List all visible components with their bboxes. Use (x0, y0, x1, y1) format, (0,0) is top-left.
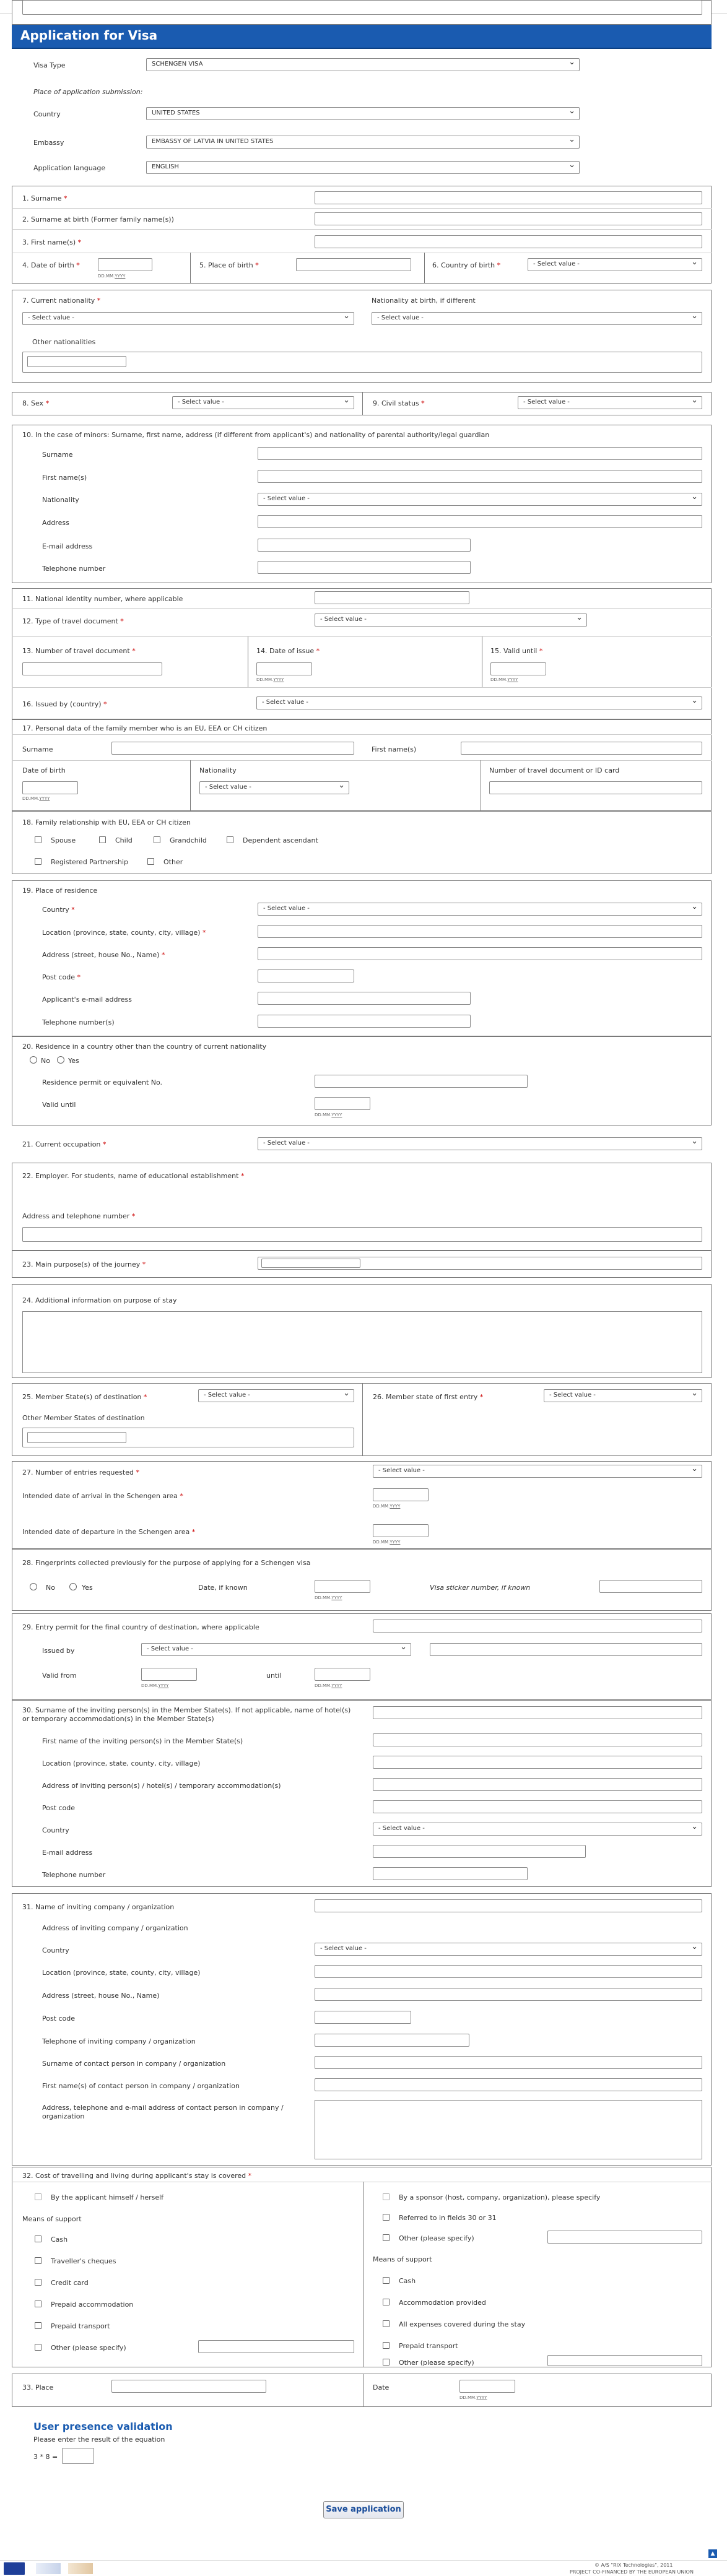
language-label: Application language (33, 164, 106, 172)
guardian-first-label: First name(s) (42, 474, 87, 482)
sex-select[interactable]: - Select value - ⌄ (172, 396, 354, 409)
permit-input[interactable] (315, 1075, 528, 1088)
eu-dob-input[interactable] (22, 781, 78, 794)
fingerprints-date-hint: DD.MM.YYYY (315, 1595, 342, 1600)
sponsor-other-label: Other (please specify) (399, 2234, 474, 2242)
spouse-label: Spouse (51, 836, 76, 844)
eu-dob-label: Date of birth (22, 766, 66, 774)
sign-place-label: 33. Place (22, 2383, 54, 2392)
company-country-label: Country (42, 1946, 69, 1954)
doc-type-label: 12. Type of travel document * (22, 617, 124, 625)
captcha-input[interactable] (62, 2448, 94, 2464)
dependent-label: Dependent ascendant (243, 836, 318, 844)
issue-date-label: 14. Date of issue * (256, 647, 320, 655)
permit-label: Residence permit or equivalent No. (42, 1078, 163, 1086)
permit-until-label: until (266, 1672, 282, 1680)
fingerprints-date-input[interactable] (315, 1580, 370, 1593)
visa-form (12, 22, 712, 49)
eu-first-input[interactable] (461, 742, 702, 755)
res-location-input[interactable] (258, 925, 702, 938)
res-country-label: Country * (42, 906, 75, 914)
partnership-checkbox[interactable] (35, 858, 41, 865)
embassy-select[interactable]: EMBASSY OF LATVIA IN UNITED STATES ⌄ (146, 136, 580, 149)
captcha-text: Please enter the result of the equation (33, 2435, 165, 2444)
inviting-first-input[interactable] (373, 1733, 702, 1746)
sign-date-label: Date (373, 2383, 390, 2392)
permit-until-hint: DD.MM.YYYY (315, 1683, 342, 1688)
eu-first-label: First name(s) (372, 745, 417, 753)
occupation-select[interactable]: - Select value - ⌄ (258, 1137, 702, 1150)
departure-label: Intended date of departure in the Schengen area * (22, 1528, 196, 1536)
country-select[interactable]: UNITED STATES ⌄ (146, 107, 580, 120)
first-entry-select[interactable]: - Select value - ⌄ (544, 1389, 702, 1402)
country-label: Country (33, 110, 61, 118)
inviting-tel-label: Telephone number (42, 1871, 106, 1879)
eu-flag-icon (4, 2562, 25, 2575)
sponsor-transport-label: Prepaid transport (399, 2342, 458, 2350)
visa-type-label: Visa Type (33, 61, 66, 69)
other-means-input[interactable] (198, 2340, 354, 2353)
guardian-first-input[interactable] (258, 470, 702, 483)
sponsor-cash-checkbox[interactable] (383, 2277, 390, 2284)
fingerprints-no-label: No (46, 1584, 55, 1592)
guardian-tel-label: Telephone number (42, 565, 106, 573)
valid-until-input[interactable] (490, 662, 546, 675)
accommodation-checkbox[interactable] (383, 2299, 390, 2305)
guardian-tel-input[interactable] (258, 561, 471, 574)
grandchild-label: Grandchild (170, 836, 207, 844)
inviting-loc-input[interactable] (373, 1756, 702, 1769)
sign-place-input[interactable] (111, 2380, 266, 2393)
nationality-label: 7. Current nationality * (22, 297, 101, 305)
partner-logo-icon (68, 2563, 93, 2574)
permit-valid-label: Valid until (42, 1101, 76, 1109)
company-street-label: Address (street, house No., Name) (42, 1992, 160, 2000)
sponsor-other-checkbox[interactable] (383, 2234, 390, 2241)
cash-label: Cash (51, 2236, 68, 2244)
guardian-surname-input[interactable] (258, 447, 702, 460)
contact-addr-label: Address, telephone and e-mail address of contact person in company / organization (42, 2104, 284, 2120)
country-birth-select[interactable]: - Select value - ⌄ (528, 258, 702, 271)
valid-until-hint: DD.MM.YYYY (490, 677, 518, 682)
prepaid-acc-checkbox[interactable] (35, 2301, 41, 2307)
purpose-label: 23. Main purpose(s) of the journey * (22, 1260, 146, 1268)
accommodation-label: Accommodation provided (399, 2299, 486, 2307)
guardian-email-label: E-mail address (42, 542, 93, 550)
destination-label: 25. Member State(s) of destination * (22, 1393, 147, 1401)
credit-card-checkbox[interactable] (35, 2279, 41, 2286)
inviting-addr-input[interactable] (373, 1778, 702, 1791)
company-country-select[interactable]: - Select value - ⌄ (315, 1943, 702, 1956)
embassy-label: Embassy (33, 139, 64, 147)
guardian-nat-select[interactable]: - Select value - ⌄ (258, 493, 702, 506)
page-title: Application for Visa (12, 22, 712, 49)
grandchild-checkbox[interactable] (154, 836, 160, 843)
entries-select[interactable]: - Select value - ⌄ (373, 1465, 702, 1478)
sponsor-checkbox[interactable] (383, 2193, 390, 2200)
fingerprints-label: 28. Fingerprints collected previously for the purpose of applying for a Schengen visa (22, 1559, 311, 1567)
other-means-checkbox[interactable] (35, 2344, 41, 2351)
entry-permit-input[interactable] (373, 1620, 702, 1633)
purpose-input[interactable] (261, 1259, 360, 1268)
captcha-title: User presence validation (33, 2421, 173, 2432)
nationality-birth-label: Nationality at birth, if different (372, 297, 476, 305)
permit-from-input[interactable] (141, 1668, 197, 1681)
all-expenses-checkbox[interactable] (383, 2320, 390, 2327)
spouse-checkbox[interactable] (35, 836, 41, 843)
surname-birth-label: 2. Surname at birth (Former family name(s)) (22, 215, 174, 223)
arrival-hint: DD.MM.YYYY (373, 1504, 401, 1509)
res-location-label: Location (province, state, county, city, village) * (42, 929, 206, 937)
res-country-select[interactable]: - Select value - ⌄ (258, 903, 702, 916)
issued-by-select[interactable]: - Select value - ⌄ (256, 696, 702, 709)
dependent-checkbox[interactable] (227, 836, 233, 843)
inviting-email-input[interactable] (373, 1845, 586, 1858)
captcha-equation: 3 * 8 = (33, 2453, 58, 2461)
sponsor-label: By a sponsor (host, company, organization), please specify (399, 2193, 601, 2201)
surname-label: 1. Surname * (22, 194, 67, 202)
contact-addr-textarea[interactable] (315, 2100, 702, 2159)
additional-info-label: 24. Additional information on purpose of stay (22, 1296, 177, 1304)
eu-nat-label: Nationality (199, 766, 237, 774)
place-label: Place of application submission: (33, 88, 143, 96)
prepaid-transport-checkbox[interactable] (35, 2322, 41, 2329)
civil-status-select[interactable]: - Select value - ⌄ (518, 396, 702, 409)
other-rel-checkbox[interactable] (147, 858, 154, 865)
sponsor-cash-label: Cash (399, 2277, 416, 2285)
res-address-input[interactable] (258, 947, 702, 960)
eu-cofinanced-text: PROJECT CO-FINANCED BY THE EUROPEAN UNION (570, 2569, 694, 2575)
minors-label: 10. In the case of minors: Surname, first name, address (if different from applicant's) and nationality of parental authority/legal guardian (22, 431, 490, 439)
prepaid-acc-label: Prepaid accommodation (51, 2301, 134, 2309)
employer-input[interactable] (22, 0, 702, 15)
self-label: By the applicant himself / herself (51, 2193, 164, 2201)
other-destination-input[interactable] (27, 1432, 126, 1443)
inviting-email-label: E-mail address (42, 1849, 93, 1857)
other-res-yes-label: Yes (68, 1057, 79, 1065)
issue-date-hint: DD.MM.YYYY (256, 677, 284, 682)
permit-valid-hint: DD.MM.YYYY (315, 1112, 342, 1117)
prepaid-transport-label: Prepaid transport (51, 2322, 110, 2330)
partnership-label: Registered Partnership (51, 858, 129, 866)
all-expenses-label: All expenses covered during the stay (399, 2320, 526, 2328)
child-checkbox[interactable] (99, 836, 106, 843)
res-tel-input[interactable] (258, 1015, 471, 1028)
other-means-label: Other (please specify) (51, 2344, 126, 2352)
contact-first-label: First name(s) of contact person in company / organization (42, 2082, 240, 2090)
cheques-checkbox[interactable] (35, 2257, 41, 2264)
company-tel-input[interactable] (315, 2034, 469, 2047)
permit-issued-input[interactable] (430, 1643, 702, 1656)
contact-first-input[interactable] (315, 2078, 702, 2091)
permit-issued-select[interactable]: - Select value - ⌄ (141, 1643, 411, 1656)
departure-input[interactable] (373, 1524, 429, 1537)
issued-by-label: 16. Issued by (country) * (22, 700, 107, 708)
sponsor-means-label: Means of support (373, 2255, 432, 2263)
other-res-no-label: No (41, 1057, 50, 1065)
guardian-addr-input[interactable] (258, 515, 702, 528)
surname-birth-input[interactable] (315, 212, 702, 225)
dob-hint: DD.MM.YYYY (98, 274, 126, 279)
company-post-label: Post code (42, 2014, 76, 2023)
company-loc-label: Location (province, state, county, city, village) (42, 1969, 201, 1977)
sponsor-other2-checkbox[interactable] (383, 2359, 390, 2366)
dob-label: 4. Date of birth * (22, 261, 80, 269)
res-email-input[interactable] (258, 992, 471, 1005)
panel-eu-family (12, 719, 712, 811)
inviting-country-select[interactable]: - Select value - ⌄ (373, 1823, 702, 1836)
res-post-label: Post code * (42, 973, 81, 981)
res-tel-label: Telephone number(s) (42, 1018, 115, 1026)
sticker-input[interactable] (599, 1580, 702, 1593)
first-name-input[interactable] (315, 235, 702, 248)
scroll-top-icon[interactable]: ▲ (708, 2549, 717, 2558)
eu-surname-input[interactable] (111, 742, 354, 755)
guardian-surname-label: Surname (42, 451, 73, 459)
copyright-text: © A/S "RIX Technologies", 2011 (594, 2562, 673, 2568)
contact-surname-label: Surname of contact person in company / organization (42, 2060, 226, 2068)
first-entry-label: 26. Member state of first entry * (373, 1393, 484, 1401)
eu-dob-hint: DD.MM.YYYY (22, 796, 50, 801)
arrival-input[interactable] (373, 1488, 429, 1501)
company-post-input[interactable] (315, 2011, 411, 2024)
guardian-nat-label: Nationality (42, 496, 79, 504)
fingerprints-date-label: Date, if known (198, 1584, 248, 1592)
issue-date-input[interactable] (256, 662, 312, 675)
eu-doc-input[interactable] (489, 781, 702, 794)
panel-inviting-person (12, 1700, 712, 1887)
inviting-loc-label: Location (province, state, county, city, village) (42, 1759, 201, 1767)
res-address-label: Address (street, house No., Name) * (42, 951, 165, 959)
other-nationalities-input[interactable] (27, 356, 126, 367)
fingerprints-yes-radio[interactable] (69, 1583, 77, 1590)
national-id-input[interactable] (315, 591, 469, 604)
inviting-person-label: 30. Surname of the inviting person(s) in the Member State(s). If not applicable, name of hotel(s) or temporary accommodation(s) in the Member State(s) (22, 1706, 351, 1723)
entries-label: 27. Number of entries requested * (22, 1468, 139, 1477)
referred-checkbox[interactable] (383, 2214, 390, 2221)
visa-type-select[interactable]: SCHENGEN VISA ⌄ (146, 58, 580, 71)
credit-card-label: Credit card (51, 2279, 89, 2287)
place-of-birth-input[interactable] (296, 258, 411, 271)
permit-issued-label: Issued by (42, 1647, 75, 1655)
guardian-email-input[interactable] (258, 539, 471, 552)
nationality-birth-select[interactable]: - Select value - ⌄ (372, 312, 702, 325)
eu-nat-select[interactable]: - Select value - ⌄ (199, 781, 349, 794)
doc-number-input[interactable] (22, 662, 162, 675)
place-of-birth-label: 5. Place of birth * (199, 261, 259, 269)
res-post-input[interactable] (258, 969, 354, 982)
means-label: Means of support (22, 2215, 82, 2223)
other-res-no-radio[interactable] (30, 1056, 37, 1064)
employer-addr-label: Address and telephone number * (22, 1212, 136, 1220)
permit-until-input[interactable] (315, 1668, 370, 1681)
doc-type-select[interactable]: - Select value - ⌄ (315, 614, 587, 627)
guardian-addr-label: Address (42, 519, 69, 527)
sticker-label: Visa sticker number, if known (430, 1584, 531, 1592)
relationship-label: 18. Family relationship with EU, EEA or CH citizen (22, 818, 191, 826)
cash-checkbox[interactable] (35, 2236, 41, 2242)
sign-date-hint: DD.MM.YYYY (459, 2395, 487, 2400)
other-rel-label: Other (163, 858, 183, 866)
sponsor-other-input[interactable] (547, 2231, 702, 2244)
language-select[interactable]: ENGLISH ⌄ (146, 161, 580, 174)
nationality-select[interactable]: - Select value - ⌄ (22, 312, 354, 325)
entry-permit-label: 29. Entry permit for the final country of destination, where applicable (22, 1623, 259, 1631)
costs-label: 32. Cost of travelling and living during applicant's stay is covered * (22, 2172, 252, 2180)
fund-logo-icon (36, 2563, 61, 2574)
valid-until-label: 15. Valid until * (490, 647, 543, 655)
first-name-label: 3. First name(s) * (22, 238, 82, 246)
additional-info-textarea[interactable] (22, 1311, 702, 1373)
civil-status-label: 9. Civil status * (373, 399, 425, 407)
other-nationalities-label: Other nationalities (32, 338, 96, 346)
referred-label: Referred to in fields 30 or 31 (399, 2214, 497, 2222)
sponsor-other2-label: Other (please specify) (399, 2359, 474, 2367)
surname-input[interactable] (315, 191, 702, 204)
save-application-button[interactable]: Save application (323, 2501, 404, 2518)
other-residence-label: 20. Residence in a country other than the country of current nationality (22, 1043, 267, 1051)
eu-surname-label: Surname (22, 745, 53, 753)
residence-label: 19. Place of residence (22, 887, 98, 895)
company-input[interactable] (315, 1899, 702, 1912)
other-destination-label: Other Member States of destination (22, 1414, 145, 1422)
sign-date-input[interactable] (459, 2380, 515, 2393)
country-birth-label: 6. Country of birth * (432, 261, 501, 269)
inviting-addr-label: Address of inviting person(s) / hotel(s) / temporary accommodation(s) (42, 1782, 281, 1790)
company-street-input[interactable] (315, 1988, 702, 2001)
doc-number-label: 13. Number of travel document * (22, 647, 136, 655)
other-res-yes-radio[interactable] (57, 1056, 64, 1064)
child-label: Child (115, 836, 133, 844)
employer-addr-input[interactable] (22, 1227, 702, 1242)
sponsor-other2-input[interactable] (547, 2355, 702, 2366)
inviting-post-input[interactable] (373, 1800, 702, 1813)
self-checkbox[interactable] (35, 2193, 41, 2200)
fingerprints-yes-label: Yes (82, 1584, 93, 1592)
sponsor-transport-checkbox[interactable] (383, 2342, 390, 2349)
employer-label: 22. Employer. For students, name of educational establishment * (22, 1172, 245, 1180)
contact-surname-input[interactable] (315, 2056, 702, 2069)
footer (0, 2560, 727, 2576)
dob-input[interactable] (98, 258, 152, 271)
sex-label: 8. Sex * (22, 399, 50, 407)
eu-family-label: 17. Personal data of the family member who is an EU, EEA or CH citizen (22, 724, 268, 732)
cheques-label: Traveller's cheques (51, 2257, 116, 2265)
occupation-label: 21. Current occupation * (22, 1140, 107, 1148)
inviting-country-label: Country (42, 1826, 69, 1834)
inviting-surname-input[interactable] (373, 1706, 702, 1719)
fingerprints-no-radio[interactable] (30, 1583, 37, 1590)
national-id-label: 11. National identity number, where applicable (22, 595, 183, 603)
permit-valid-input[interactable] (315, 1097, 370, 1110)
destination-select[interactable]: - Select value - ⌄ (198, 1389, 354, 1402)
departure-hint: DD.MM.YYYY (373, 1540, 401, 1545)
res-email-label: Applicant's e-mail address (42, 995, 132, 1004)
company-addr-label: Address of inviting company / organization (42, 1924, 188, 1932)
arrival-label: Intended date of arrival in the Schengen area * (22, 1492, 183, 1500)
inviting-first-label: First name of the inviting person(s) in the Member State(s) (42, 1737, 243, 1745)
company-loc-input[interactable] (315, 1965, 702, 1978)
inviting-tel-input[interactable] (373, 1867, 528, 1880)
company-label: 31. Name of inviting company / organization (22, 1903, 175, 1911)
eu-doc-label: Number of travel document or ID card (489, 766, 620, 774)
permit-from-hint: DD.MM.YYYY (141, 1683, 169, 1688)
permit-from-label: Valid from (42, 1672, 77, 1680)
inviting-post-label: Post code (42, 1804, 76, 1812)
company-tel-label: Telephone of inviting company / organization (42, 2037, 196, 2045)
